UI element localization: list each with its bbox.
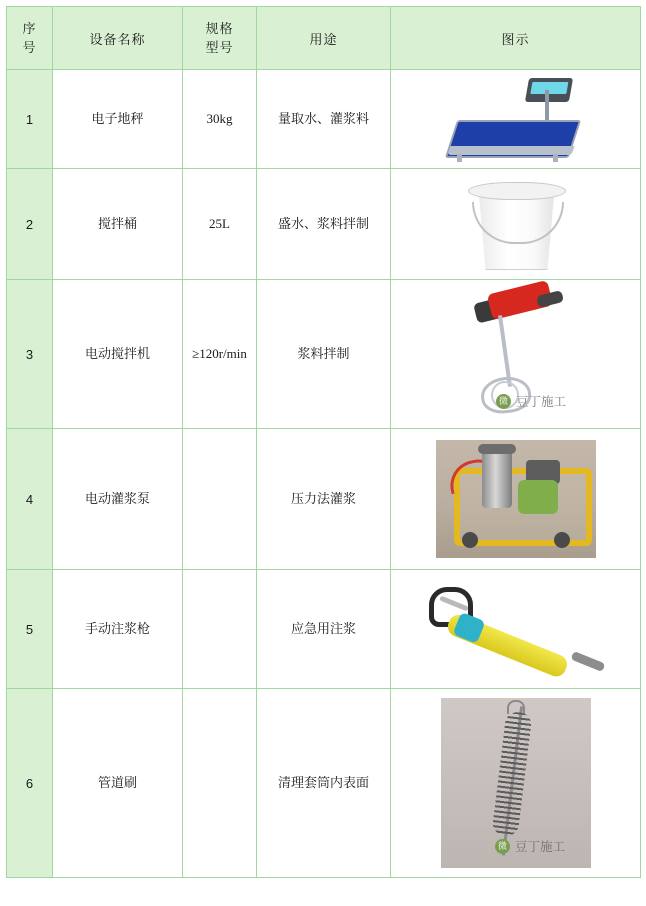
watermark-badge-icon: 微 <box>496 394 511 409</box>
row-name: 搅拌桶 <box>53 169 183 280</box>
grout-gun-icon <box>421 581 611 677</box>
row-no: 1 <box>7 70 53 169</box>
row-use: 量取水、灌浆料 <box>257 70 391 169</box>
bucket-icon <box>466 176 566 272</box>
row-picture <box>391 429 641 570</box>
row-name: 手动注浆枪 <box>53 570 183 689</box>
row-spec <box>183 689 257 878</box>
header-cell-use: 用途 <box>257 7 391 70</box>
row-name: 电子地秤 <box>53 70 183 169</box>
grouting-pump-icon <box>436 440 596 558</box>
row-use: 浆料拌制 <box>257 280 391 429</box>
row-picture <box>391 70 641 169</box>
table-row <box>7 570 641 689</box>
table-row <box>7 429 641 570</box>
row-use: 盛水、浆料拌制 <box>257 169 391 280</box>
equipment-table-page <box>0 6 646 906</box>
table-header <box>7 7 641 70</box>
table-body <box>7 70 641 878</box>
equipment-table <box>6 6 641 878</box>
table-row <box>7 280 641 429</box>
header-no-line1: 序 <box>22 20 37 36</box>
row-spec <box>183 429 257 570</box>
row-picture <box>391 280 641 429</box>
header-spec-line2: 型号 <box>205 40 234 55</box>
table-row <box>7 70 641 169</box>
row-spec <box>183 570 257 689</box>
table-row <box>7 169 641 280</box>
row-name: 管道刷 <box>53 689 183 878</box>
platform-scale-icon <box>441 76 591 162</box>
row-spec: ≥120r/min <box>183 280 257 429</box>
header-cell-spec <box>183 7 257 70</box>
header-spec-line1: 规格 <box>205 20 234 36</box>
row-no: 4 <box>7 429 53 570</box>
row-picture <box>391 570 641 689</box>
row-picture <box>391 689 641 878</box>
header-no-line2: 号 <box>22 40 37 55</box>
row-no: 6 <box>7 689 53 878</box>
row-no: 5 <box>7 570 53 689</box>
header-cell-name: 设备名称 <box>53 7 183 70</box>
header-row <box>7 7 641 70</box>
watermark-badge-icon: 微 <box>495 839 510 854</box>
row-spec: 30kg <box>183 70 257 169</box>
header-cell-picture: 图示 <box>391 7 641 70</box>
watermark-bottom <box>495 837 565 855</box>
row-name: 电动灌浆泵 <box>53 429 183 570</box>
row-use: 应急用注浆 <box>257 570 391 689</box>
watermark-middle-text: 豆丁施工 <box>516 395 567 409</box>
header-cell-no <box>7 7 53 70</box>
table-row <box>7 689 641 878</box>
row-no: 2 <box>7 169 53 280</box>
row-picture <box>391 169 641 280</box>
watermark-middle <box>496 392 566 410</box>
row-use: 压力法灌浆 <box>257 429 391 570</box>
row-use: 清理套筒内表面 <box>257 689 391 878</box>
row-name: 电动搅拌机 <box>53 280 183 429</box>
row-no: 3 <box>7 280 53 429</box>
row-spec: 25L <box>183 169 257 280</box>
watermark-bottom-text: 豆丁施工 <box>515 840 566 854</box>
